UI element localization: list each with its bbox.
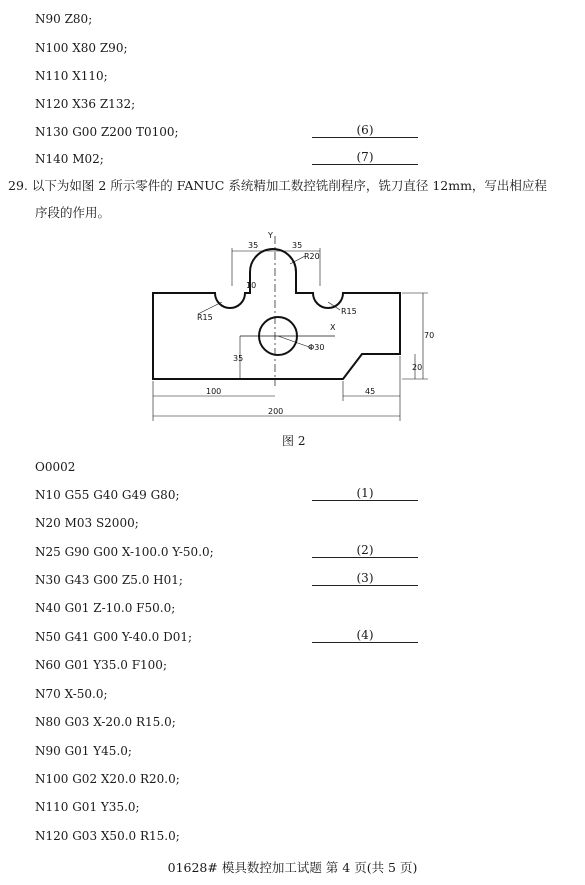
code-line: N90 G01 Y45.0; [35, 744, 132, 758]
code-line: N120 G03 X50.0 R15.0; [35, 829, 180, 843]
code-line: N140 M02; [35, 152, 104, 166]
code-line: N80 G03 X-20.0 R15.0; [35, 715, 176, 729]
page-footer: 01628# 模具数控加工试题 第 4 页(共 5 页) [167, 860, 418, 875]
code-line: N30 G43 G00 Z5.0 H01; [35, 573, 183, 587]
code-line: N100 G02 X20.0 R20.0; [35, 772, 180, 786]
code-line: N110 X110; [35, 69, 108, 83]
dim-70: 70 [424, 331, 435, 340]
part-outline [153, 249, 400, 379]
dim-20: 20 [412, 363, 423, 372]
code-line: N20 M03 S2000; [35, 516, 139, 530]
answer-blank: (3) [312, 571, 418, 586]
figure-caption: 图 2 [282, 434, 306, 448]
code-line: N50 G41 G00 Y-40.0 D01; [35, 630, 193, 644]
code-line: N100 X80 Z90; [35, 41, 128, 55]
answer-blank: (1) [312, 486, 418, 501]
x-axis-label: X [330, 323, 336, 332]
dim-35-right: 35 [292, 241, 303, 250]
question-text: 29. 以下为如图 2 所示零件的 FANUC 系统精加工数控铣削程序，铣刀直径 12mm，写出相应程 [8, 178, 547, 193]
answer-blank: (4) [312, 628, 418, 643]
dim-100: 100 [206, 387, 222, 396]
dim-dia30: Φ30 [308, 343, 325, 352]
code-line: N10 G55 G40 G49 G80; [35, 488, 180, 502]
y-axis-label: Y [268, 231, 273, 240]
dim-35-left: 35 [248, 241, 259, 250]
code-line: N130 G00 Z200 T0100; [35, 125, 179, 139]
code-line: N60 G01 Y35.0 F100; [35, 658, 167, 672]
answer-blank: (7) [312, 150, 418, 165]
dim-45: 45 [365, 387, 376, 396]
code-line: N40 G01 Z-10.0 F50.0; [35, 601, 176, 615]
code-line: N120 X36 Z132; [35, 97, 136, 111]
dim-10: 10 [246, 281, 257, 290]
question-text-cont: 序段的作用。 [35, 205, 111, 220]
dim-r15-right: R15 [341, 307, 357, 316]
code-line: N110 G01 Y35.0; [35, 800, 140, 814]
code-line: N25 G90 G00 X-100.0 Y-50.0; [35, 545, 214, 559]
answer-blank: (6) [312, 123, 418, 138]
dim-r15-left: R15 [197, 313, 213, 322]
dim-r20: R20 [304, 252, 320, 261]
dim-200: 200 [268, 407, 284, 416]
answer-blank: (2) [312, 543, 418, 558]
code-line: N70 X-50.0; [35, 687, 108, 701]
dim-35-vertical: 35 [233, 354, 244, 363]
program-title: O0002 [35, 460, 76, 474]
code-line: N90 Z80; [35, 12, 93, 26]
part-drawing [140, 226, 440, 426]
